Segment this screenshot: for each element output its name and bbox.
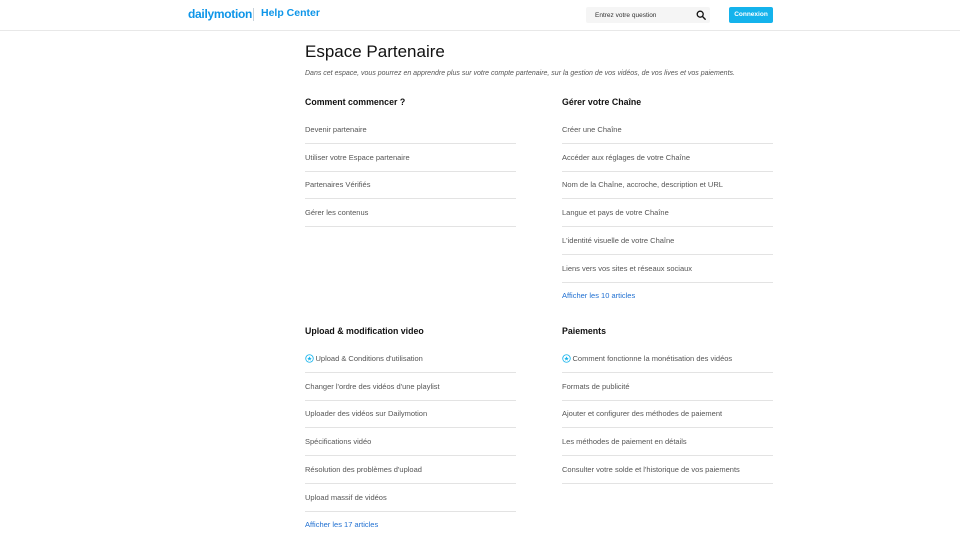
site-header <box>0 0 960 31</box>
article-label: Résolution des problèmes d'upload <box>305 464 422 474</box>
see-all-link[interactable]: Afficher les 10 articles <box>562 290 636 300</box>
logo-divider <box>253 8 254 21</box>
article-label: Upload massif de vidéos <box>305 492 387 502</box>
article-label: Changer l'ordre des vidéos d'une playlist <box>305 381 440 391</box>
article-list <box>562 116 773 283</box>
section-manage-channel <box>562 95 773 300</box>
article-link[interactable] <box>305 373 516 401</box>
article-label: Utiliser votre Espace partenaire <box>305 152 410 162</box>
star-circle-icon <box>305 354 314 363</box>
article-link[interactable] <box>562 172 773 200</box>
article-link[interactable] <box>562 116 773 144</box>
star-circle-icon <box>562 354 571 363</box>
page-title: Espace Partenaire <box>305 42 445 61</box>
article-label: Accéder aux réglages de votre Chaîne <box>562 152 690 162</box>
article-label: Uploader des vidéos sur Dailymotion <box>305 409 428 419</box>
article-link[interactable] <box>562 401 773 429</box>
article-link[interactable] <box>305 144 516 172</box>
article-label: Langue et pays de votre Chaîne <box>562 208 669 218</box>
article-label: Comment fonctionne la monétisation des vidéos <box>572 353 733 363</box>
article-link[interactable] <box>562 373 773 401</box>
article-label: Devenir partenaire <box>305 124 367 134</box>
article-label: Consulter votre solde et l'historique de vos paiements <box>562 464 740 474</box>
article-label: Les méthodes de paiement en détails <box>562 437 687 447</box>
article-link[interactable] <box>562 345 773 373</box>
article-label: Nom de la Chaîne, accroche, description et URL <box>562 180 723 190</box>
article-link[interactable] <box>305 116 516 144</box>
search-input[interactable] <box>586 7 692 23</box>
article-link[interactable] <box>562 456 773 484</box>
section-payments <box>562 324 773 484</box>
article-link[interactable] <box>562 428 773 456</box>
section-title: Gérer votre Chaîne <box>562 97 642 107</box>
search-icon[interactable] <box>696 10 706 20</box>
dailymotion-logo[interactable]: dailymotion <box>188 7 253 21</box>
article-link[interactable] <box>305 172 516 200</box>
article-label: Liens vers vos sites et réseaux sociaux <box>562 263 693 273</box>
article-list <box>562 345 773 484</box>
article-link[interactable] <box>305 401 516 429</box>
article-label: L'identité visuelle de votre Chaîne <box>562 235 675 245</box>
article-label: Créer une Chaîne <box>562 124 622 134</box>
article-link[interactable] <box>562 144 773 172</box>
section-upload-editing <box>305 324 516 529</box>
login-button[interactable]: Connexion <box>729 7 773 23</box>
article-label: Spécifications vidéo <box>305 437 372 447</box>
article-label: Formats de publicité <box>562 381 630 391</box>
article-link[interactable] <box>562 255 773 283</box>
article-link[interactable] <box>562 199 773 227</box>
article-label: Gérer les contenus <box>305 208 369 218</box>
article-link[interactable] <box>562 227 773 255</box>
section-title: Comment commencer ? <box>305 97 406 107</box>
section-title: Upload & modification video <box>305 326 424 336</box>
section-getting-started <box>305 95 516 227</box>
search-box <box>586 7 710 23</box>
section-title: Paiements <box>562 326 607 336</box>
page-description: Dans cet espace, vous pourrez en apprendre plus sur votre compte partenaire, sur la gestion de vos vidéos, de vos lives et vos paiements. <box>305 70 735 77</box>
article-list <box>305 345 516 512</box>
article-label: Partenaires Vérifiés <box>305 180 371 190</box>
article-list <box>305 116 516 227</box>
article-link[interactable] <box>305 428 516 456</box>
article-link[interactable] <box>305 345 516 373</box>
article-label: Ajouter et configurer des méthodes de paiement <box>562 409 723 419</box>
article-link[interactable] <box>305 456 516 484</box>
see-all-link[interactable]: Afficher les 17 articles <box>305 519 379 529</box>
help-center-link[interactable]: Help Center <box>261 7 320 19</box>
article-link[interactable] <box>305 484 516 512</box>
article-link[interactable] <box>305 199 516 227</box>
article-label: Upload & Conditions d'utilisation <box>315 353 423 363</box>
